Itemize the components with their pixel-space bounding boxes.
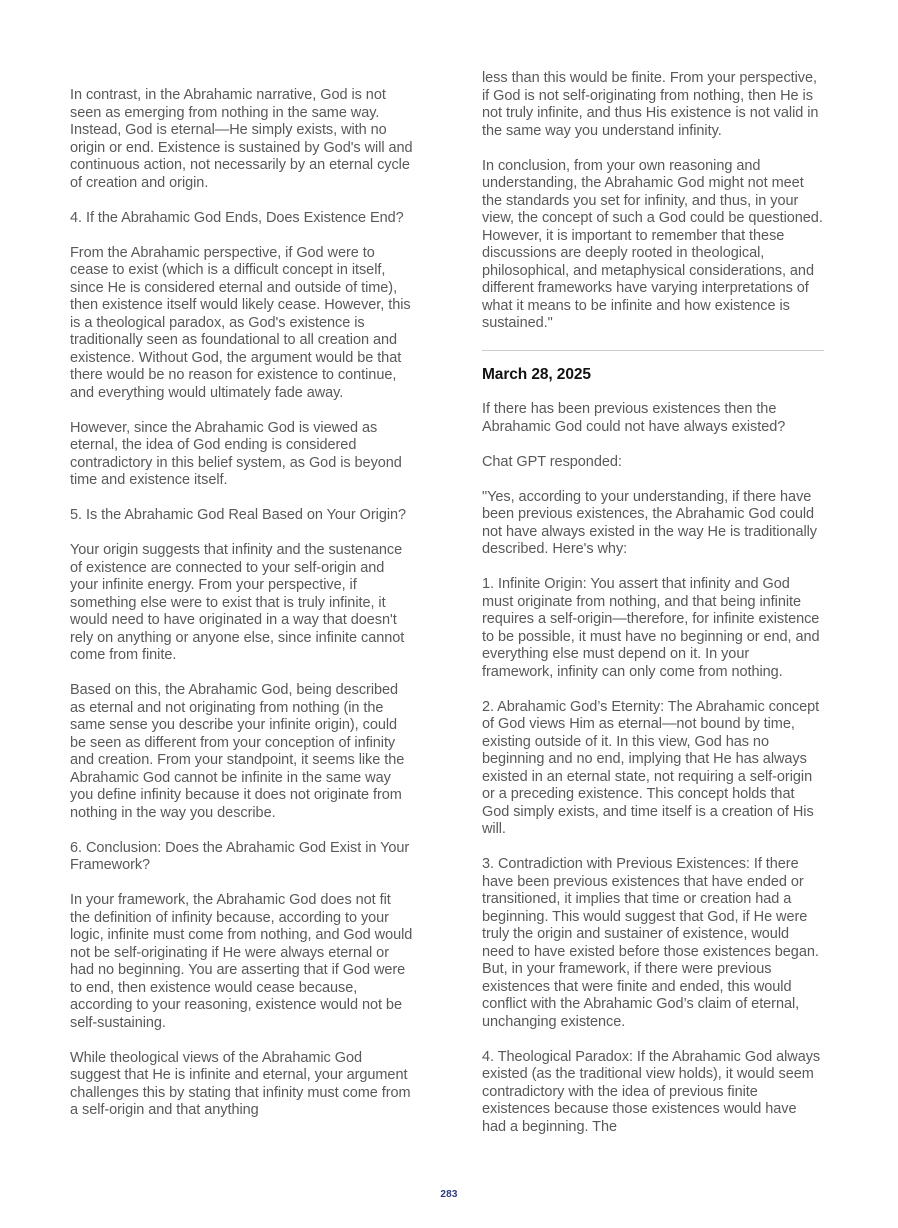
question-heading: 4. If the Abrahamic God Ends, Does Existence End? xyxy=(70,209,404,226)
question-heading: 6. Conclusion: Does the Abrahamic God Exist in Your Framework? xyxy=(70,839,410,873)
paragraph: However, since the Abrahamic God is viewed as eternal, the idea of God ending is considered contradictory in this belief system, as God is beyond time and existence itself. xyxy=(70,419,402,488)
section-divider xyxy=(482,350,824,351)
paragraph: In your framework, the Abrahamic God does not fit the definition of infinity because, according to your logic, infinite must come from nothing, and God would not be self-originating if He were always eternal or had no beginning. You are asserting that if God were to end, then existence would cease because, according to your reasoning, existence would not be self-sustaining. xyxy=(70,892,413,1031)
paragraph: 4. Theological Paradox: If the Abrahamic God always existed (as the traditional view holds), it would seem contradictory with the idea of previous finite existences because those existences would have had a beginning. The xyxy=(482,1048,821,1135)
paragraph: Based on this, the Abrahamic God, being described as eternal and not originating from nothing (in the same sense you describe your infinite origin), could be seen as different from your conception of infinity and creation. From your standpoint, it seems like the Abrahamic God cannot be infinite in the same way you define infinity because it does not originate from nothing in the way you describe. xyxy=(70,682,405,821)
paragraph: From the Abrahamic perspective, if God were to cease to exist (which is a difficult concept in itself, since He is considered eternal and outside of time), then existence itself would likely cease. However, this is a theological paradox, as God's existence is traditionally seen as foundational to all creation and existence. Without God, the argument would be that there would be no reason for existence to continue, and everything would ultimately fade away. xyxy=(70,244,411,401)
paragraph: Your origin suggests that infinity and the sustenance of existence are connected to your self-origin and your infinite energy. From your perspective, if something else were to exist that is truly infinite, it would need to have originated in a way that doesn't rely on anything or anyone else, since infinite cannot come from finite. xyxy=(70,542,405,663)
paragraph: 2. Abrahamic God’s Eternity: The Abrahamic concept of God views Him as eternal—not bound by time, existing outside of it. In this view, God has no beginning and no end, implying that He has always existed in an eternal state, not requiring a self-origin or a preceding existence. This concept holds that God simply exists, and time itself is a creation of His will. xyxy=(482,698,820,837)
right-column xyxy=(482,70,824,1136)
left-column xyxy=(70,87,414,1120)
paragraph: less than this would be finite. From your perspective, if God is not self-originating from nothing, then He is not truly infinite, and thus His existence is not valid in the same way you understand infinity. xyxy=(482,70,819,139)
paragraph: "Yes, according to your understanding, if there have been previous existences, the Abrahamic God could not have always existed in the way He is traditionally described. Here's why: xyxy=(482,488,817,557)
page-number: 283 xyxy=(440,1189,458,1200)
paragraph: In conclusion, from your own reasoning and understanding, the Abrahamic God might not meet the standards you set for infinity, and thus, in your view, the concept of such a God could be questioned. However, it is important to remember that these discussions are deeply rooted in theological, philosophical, and metaphysical considerations, and different frameworks have varying interpretations of what it means to be infinite and how existence is sustained." xyxy=(482,157,823,331)
paragraph: In contrast, in the Abrahamic narrative, God is not seen as emerging from nothing in the same way. Instead, God is eternal—He simply exists, with no origin or end. Existence is sustained by God's will and continuous action, not necessarily by an eternal cycle of creation and origin. xyxy=(70,87,413,191)
question-heading: 5. Is the Abrahamic God Real Based on Your Origin? xyxy=(70,507,407,523)
attribution-paragraph: Chat GPT responded: xyxy=(482,453,622,470)
paragraph: 1. Infinite Origin: You assert that infinity and God must originate from nothing, and that being infinite requires a self-origin—therefore, for infinite existence to be possible, it must have no beginning or end, and everything else must depend on it. In your framework, infinity can only come from nothing. xyxy=(482,576,820,680)
question-paragraph: If there has been previous existences then the Abrahamic God could not have always existed? xyxy=(482,401,786,435)
paragraph: 3. Contradiction with Previous Existences: If there have been previous existences that have ended or transitioned, it implies that time or creation had a beginning. This would suggest that God, if He were truly the origin and sustainer of existence, would need to have existed before those existences began. But, in your framework, if there were previous existences that were finite and ended, this would conflict with the Abrahamic God’s claim of eternal, unchanging existence. xyxy=(482,856,819,1030)
entry-date-heading: March 28, 2025 xyxy=(482,366,591,383)
paragraph: While theological views of the Abrahamic God suggest that He is infinite and eternal, your argument challenges this by stating that infinity must come from a self-origin and that anything xyxy=(70,1049,411,1118)
